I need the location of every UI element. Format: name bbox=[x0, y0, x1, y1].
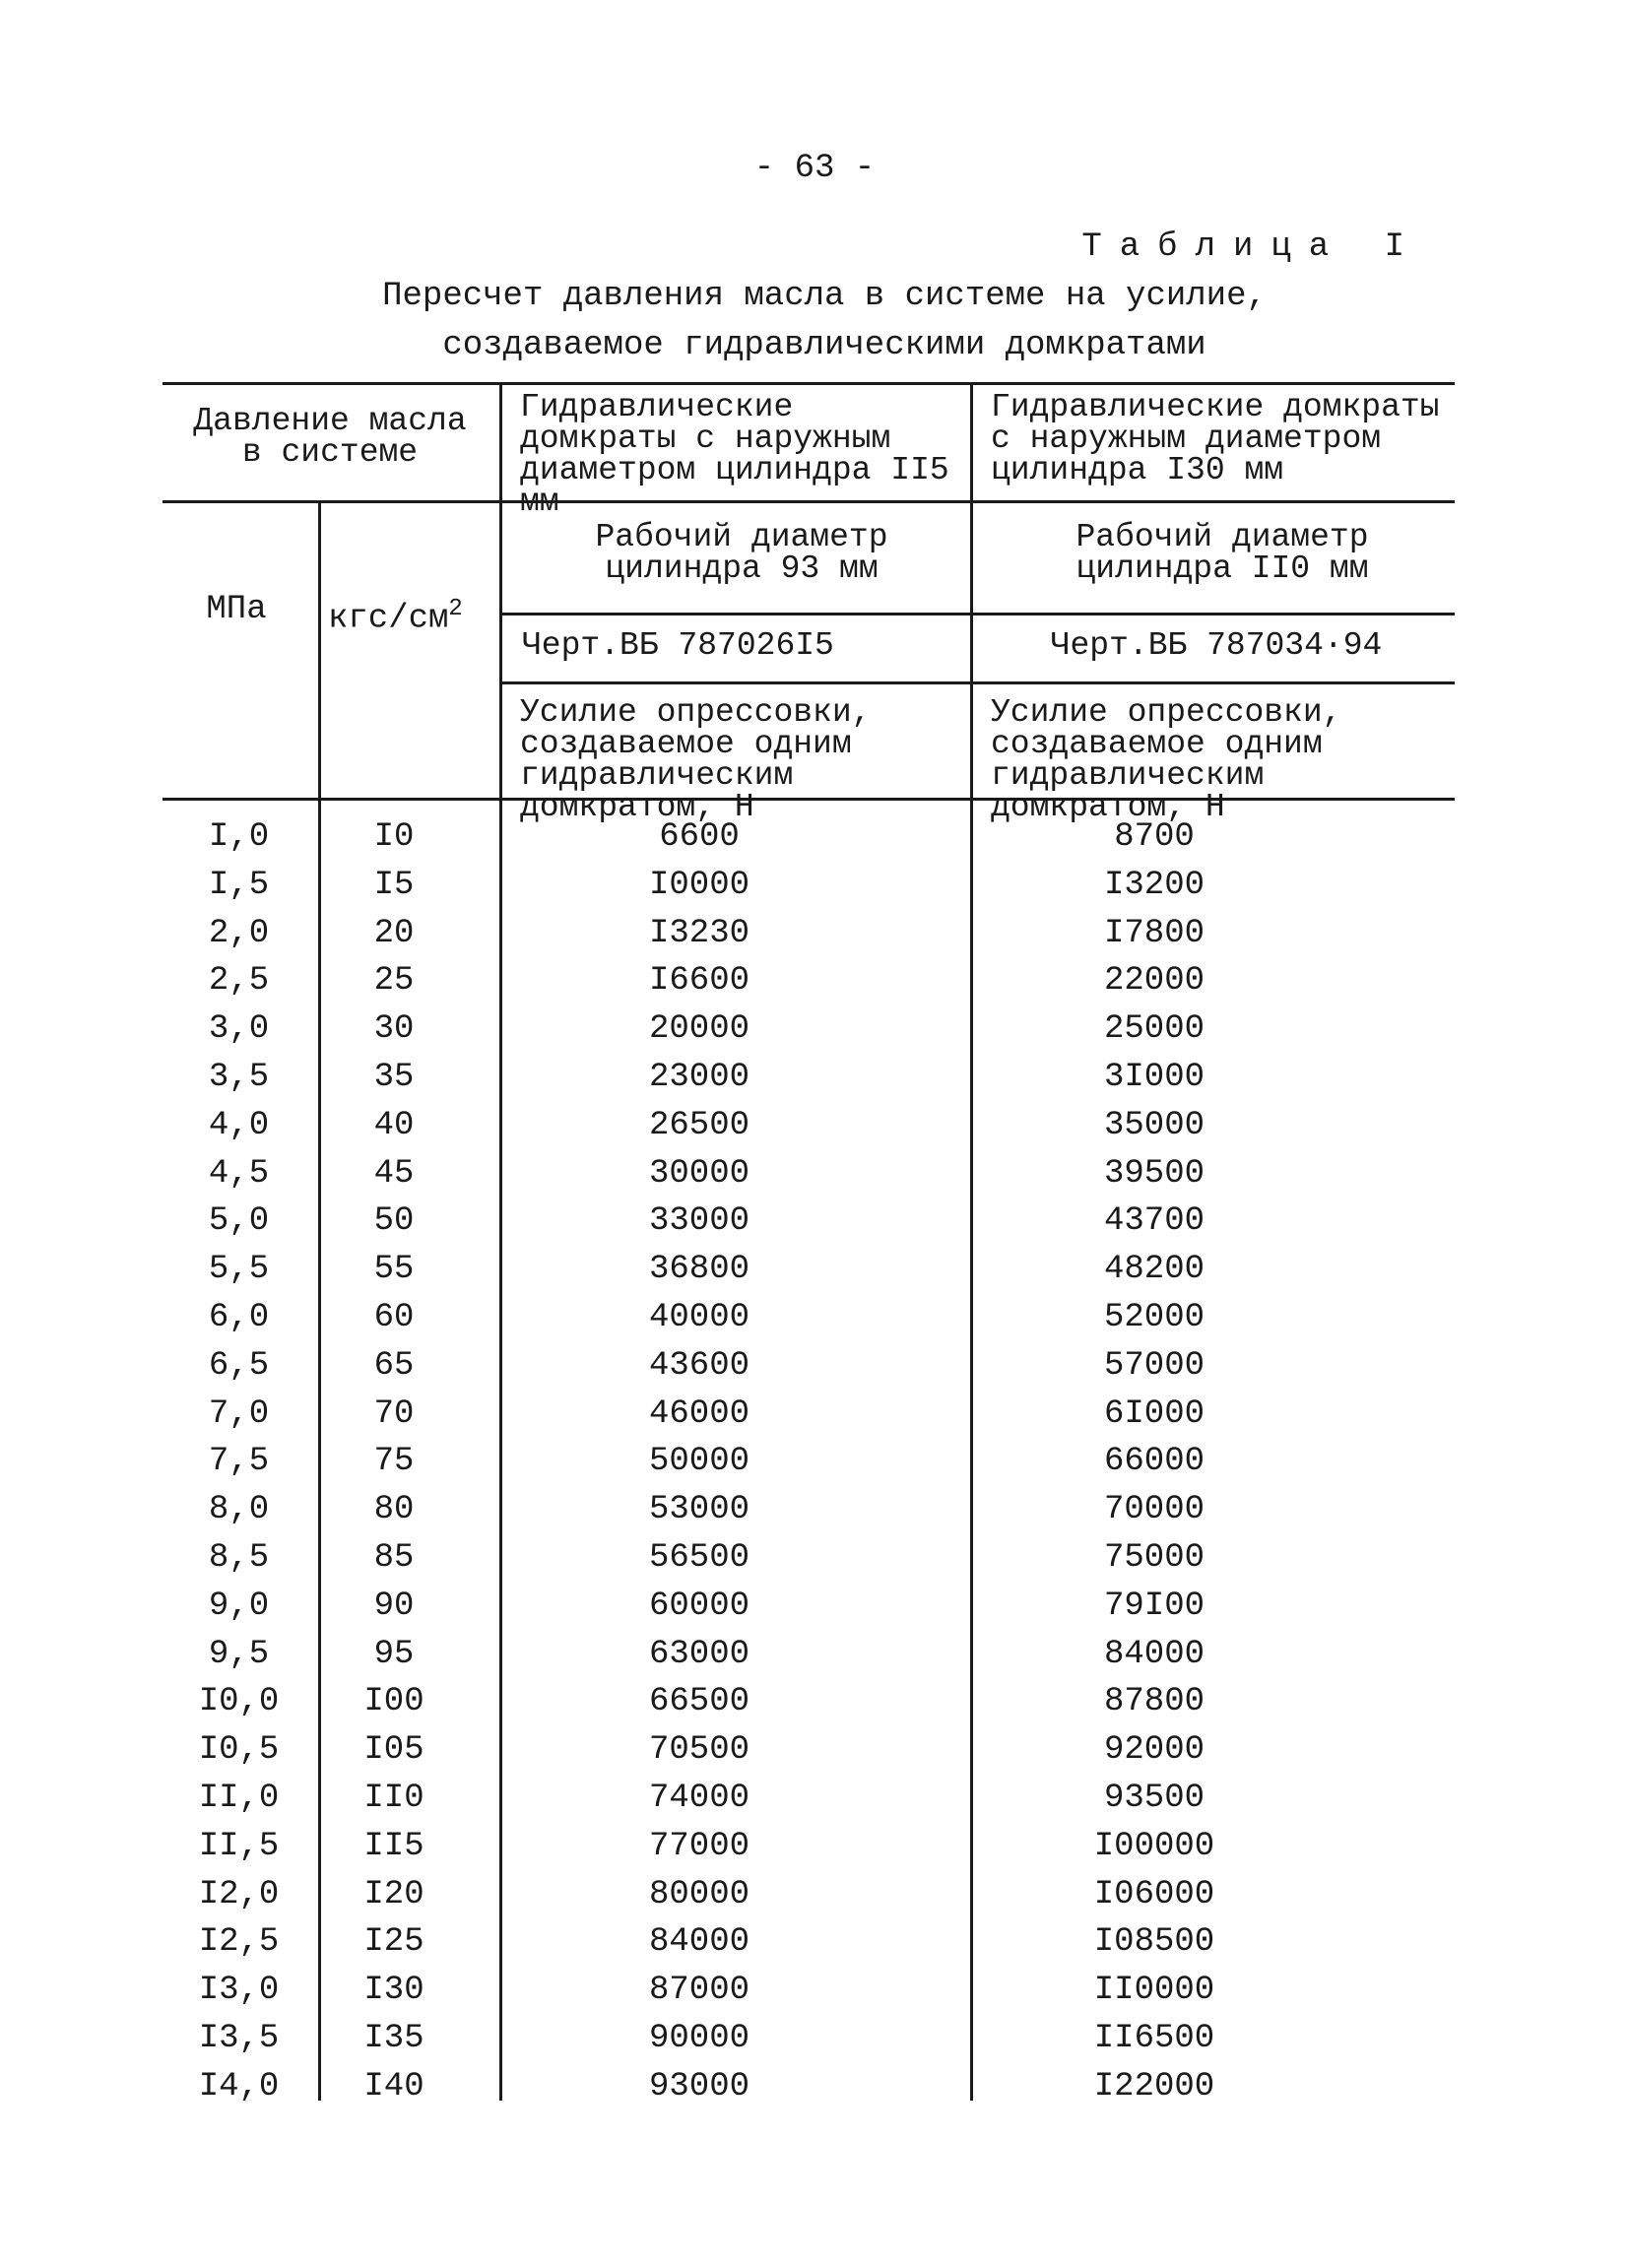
pressure-kgs-cell: I5 bbox=[373, 866, 415, 904]
header-rule-3 bbox=[499, 681, 1455, 684]
table-title-line-2: создаваемое гидравлическими домкратами bbox=[442, 327, 1206, 364]
pressure-mpa-cell: I4,0 bbox=[198, 2067, 280, 2106]
pressure-mpa-cell: 7,5 bbox=[208, 1443, 270, 1481]
force-jack-130-cell: I00000 bbox=[1093, 1827, 1215, 1865]
table-row bbox=[163, 2015, 1453, 2063]
pressure-kgs-cell: II5 bbox=[363, 1827, 424, 1865]
header-jack-130: Гидравлические домкраты с наружным диаметром цилиндра I30 мм bbox=[991, 389, 1440, 488]
header-force-2: Усилие опрессовки, создаваемое одним гидравлическим домкратом, Н bbox=[991, 694, 1342, 825]
pressure-mpa-cell: 7,0 bbox=[208, 1394, 270, 1433]
pressure-kgs-cell: 45 bbox=[373, 1154, 415, 1193]
force-jack-115-cell: 90000 bbox=[648, 2020, 750, 2057]
pressure-mpa-cell: 5,0 bbox=[208, 1202, 270, 1241]
force-jack-115-cell: 53000 bbox=[648, 1491, 750, 1529]
force-jack-115-cell: 6600 bbox=[659, 818, 740, 856]
pressure-kgs-cell: 55 bbox=[373, 1251, 415, 1289]
table-row bbox=[163, 1005, 1453, 1054]
force-jack-115-cell: 77000 bbox=[648, 1827, 750, 1865]
pressure-kgs-cell: 80 bbox=[373, 1491, 415, 1529]
header-rule-2 bbox=[499, 613, 1455, 616]
force-jack-130-cell: I22000 bbox=[1093, 2067, 1215, 2106]
table-row bbox=[163, 1583, 1453, 1631]
pressure-kgs-cell: II0 bbox=[363, 1780, 424, 1817]
pressure-kgs-cell: I30 bbox=[363, 1972, 424, 2010]
table-row bbox=[163, 1102, 1453, 1150]
force-jack-130-cell: I08500 bbox=[1093, 1923, 1215, 1962]
force-jack-115-cell: 70500 bbox=[648, 1731, 750, 1770]
force-jack-115-cell: 74000 bbox=[648, 1780, 750, 1817]
pressure-mpa-cell: 6,0 bbox=[208, 1299, 270, 1336]
force-jack-130-cell: 52000 bbox=[1103, 1299, 1205, 1336]
table-row bbox=[163, 1054, 1453, 1102]
pressure-mpa-cell: I0,0 bbox=[198, 1683, 280, 1721]
pressure-kgs-cell: 85 bbox=[373, 1539, 415, 1577]
force-jack-130-cell: I7800 bbox=[1103, 914, 1205, 952]
force-jack-115-cell: 60000 bbox=[648, 1587, 750, 1625]
table-row bbox=[163, 1871, 1453, 1919]
force-jack-130-cell: 84000 bbox=[1103, 1635, 1205, 1673]
force-jack-115-cell: 20000 bbox=[648, 1010, 750, 1049]
pressure-mpa-cell: 3,5 bbox=[208, 1059, 270, 1096]
table-row bbox=[163, 1775, 1453, 1823]
force-jack-115-cell: I6600 bbox=[648, 962, 750, 1001]
pressure-mpa-cell: 8,5 bbox=[208, 1539, 270, 1577]
unit-kgs-text: кгс/см bbox=[328, 600, 449, 638]
force-jack-115-cell: 50000 bbox=[648, 1443, 750, 1481]
force-jack-115-cell: 26500 bbox=[648, 1106, 750, 1144]
pressure-mpa-cell: 4,0 bbox=[208, 1106, 270, 1144]
header-diameter-110: Рабочий диаметр цилиндра II0 мм bbox=[1075, 519, 1369, 587]
force-jack-115-cell: 36800 bbox=[648, 1251, 750, 1289]
pressure-mpa-cell: I2,5 bbox=[198, 1923, 280, 1962]
force-jack-115-cell: 84000 bbox=[648, 1923, 750, 1962]
table-row bbox=[163, 1438, 1453, 1486]
force-jack-130-cell: 87800 bbox=[1103, 1683, 1205, 1721]
force-jack-130-cell: 35000 bbox=[1103, 1106, 1205, 1144]
pressure-mpa-cell: 9,5 bbox=[208, 1635, 270, 1673]
table-row bbox=[163, 1631, 1453, 1679]
pressure-kgs-cell: 90 bbox=[373, 1587, 415, 1625]
force-jack-130-cell: 70000 bbox=[1103, 1491, 1205, 1529]
pressure-mpa-cell: 8,0 bbox=[208, 1491, 270, 1529]
table-row bbox=[163, 862, 1453, 910]
force-jack-115-cell: 66500 bbox=[648, 1683, 750, 1721]
pressure-mpa-cell: 2,0 bbox=[208, 914, 270, 952]
force-jack-115-cell: 87000 bbox=[648, 1972, 750, 2010]
table-row bbox=[163, 1150, 1453, 1199]
pressure-kgs-cell: I0 bbox=[373, 818, 415, 856]
pressure-kgs-cell: 70 bbox=[373, 1394, 415, 1433]
pressure-mpa-cell: 5,5 bbox=[208, 1251, 270, 1289]
table-row bbox=[163, 1918, 1453, 1967]
force-jack-130-cell: II6500 bbox=[1093, 2020, 1215, 2057]
pressure-kgs-cell: 25 bbox=[373, 962, 415, 1001]
header-drawing-1: Черт.ВБ 787026I5 bbox=[522, 627, 834, 664]
pressure-kgs-cell: 40 bbox=[373, 1106, 415, 1144]
pressure-mpa-cell: I,0 bbox=[208, 818, 270, 856]
table-row bbox=[163, 910, 1453, 958]
force-jack-130-cell: 93500 bbox=[1103, 1780, 1205, 1817]
force-jack-115-cell: 56500 bbox=[648, 1539, 750, 1577]
header-drawing-2: Черт.ВБ 787034·94 bbox=[1050, 627, 1383, 664]
pressure-mpa-cell: II,5 bbox=[198, 1827, 280, 1865]
force-jack-130-cell: 6I000 bbox=[1103, 1394, 1205, 1433]
table-row bbox=[163, 1198, 1453, 1246]
pressure-mpa-cell: I3,0 bbox=[198, 1972, 280, 2010]
table-row bbox=[163, 1726, 1453, 1775]
table-top-rule bbox=[163, 382, 1455, 385]
force-jack-115-cell: 43600 bbox=[648, 1346, 750, 1385]
pressure-mpa-cell: 9,0 bbox=[208, 1587, 270, 1625]
force-jack-130-cell: 25000 bbox=[1103, 1010, 1205, 1049]
table-row bbox=[163, 2063, 1453, 2111]
force-jack-130-cell: 8700 bbox=[1114, 818, 1195, 856]
force-jack-130-cell: 79I00 bbox=[1103, 1587, 1205, 1625]
force-jack-130-cell: I06000 bbox=[1093, 1875, 1215, 1913]
table-row bbox=[163, 813, 1453, 862]
page-number: - 63 - bbox=[753, 150, 876, 187]
pressure-kgs-cell: I35 bbox=[363, 2020, 424, 2057]
force-jack-130-cell: 3I000 bbox=[1103, 1059, 1205, 1096]
pressure-mpa-cell: 4,5 bbox=[208, 1154, 270, 1193]
pressure-mpa-cell: I,5 bbox=[208, 866, 270, 904]
pressure-kgs-cell: I40 bbox=[363, 2067, 424, 2106]
pressure-mpa-cell: II,0 bbox=[198, 1780, 280, 1817]
pressure-kgs-cell: I20 bbox=[363, 1875, 424, 1913]
pressure-kgs-cell: 30 bbox=[373, 1010, 415, 1049]
force-jack-130-cell: II0000 bbox=[1093, 1972, 1215, 2010]
force-jack-115-cell: 80000 bbox=[648, 1875, 750, 1913]
force-jack-130-cell: 57000 bbox=[1103, 1346, 1205, 1385]
table-row bbox=[163, 1486, 1453, 1534]
pressure-kgs-cell: 65 bbox=[373, 1346, 415, 1385]
force-jack-130-cell: 39500 bbox=[1103, 1154, 1205, 1193]
pressure-mpa-cell: I0,5 bbox=[198, 1731, 280, 1770]
table-row bbox=[163, 1294, 1453, 1342]
table-label: Таблица I bbox=[1081, 228, 1422, 266]
table-row bbox=[163, 957, 1453, 1005]
header-unit-mpa: МПа bbox=[206, 591, 267, 628]
force-jack-115-cell: 33000 bbox=[648, 1202, 750, 1241]
header-force-1: Усилие опрессовки, создаваемое одним гидравлическим домкратом, Н bbox=[520, 694, 872, 825]
pressure-mpa-cell: I2,0 bbox=[198, 1875, 280, 1913]
force-jack-130-cell: 22000 bbox=[1103, 962, 1205, 1001]
force-jack-115-cell: 23000 bbox=[648, 1059, 750, 1096]
force-jack-115-cell: I3230 bbox=[648, 914, 750, 952]
force-jack-130-cell: 48200 bbox=[1103, 1251, 1205, 1289]
force-jack-115-cell: 63000 bbox=[648, 1635, 750, 1673]
table-row bbox=[163, 1246, 1453, 1294]
force-jack-130-cell: 75000 bbox=[1103, 1539, 1205, 1577]
table-row bbox=[163, 1342, 1453, 1391]
pressure-kgs-cell: 50 bbox=[373, 1202, 415, 1241]
pressure-kgs-cell: 20 bbox=[373, 914, 415, 952]
unit-kgs-superscript: 2 bbox=[448, 596, 463, 622]
table-row bbox=[163, 1823, 1453, 1871]
force-jack-130-cell: 92000 bbox=[1103, 1731, 1205, 1770]
pressure-kgs-cell: 75 bbox=[373, 1443, 415, 1481]
header-pressure: Давление масла в системе bbox=[193, 403, 467, 471]
force-jack-115-cell: I0000 bbox=[648, 866, 750, 904]
force-jack-115-cell: 93000 bbox=[648, 2067, 750, 2106]
force-jack-115-cell: 46000 bbox=[648, 1394, 750, 1433]
pressure-kgs-cell: 95 bbox=[373, 1635, 415, 1673]
table-title-line-1: Пересчет давления масла в системе на усилие, bbox=[382, 278, 1267, 315]
force-jack-130-cell: 43700 bbox=[1103, 1202, 1205, 1241]
force-jack-130-cell: 66000 bbox=[1103, 1443, 1205, 1481]
table-row bbox=[163, 1967, 1453, 2015]
table-row bbox=[163, 1391, 1453, 1439]
force-jack-130-cell: I3200 bbox=[1103, 866, 1205, 904]
pressure-kgs-cell: 35 bbox=[373, 1059, 415, 1096]
header-unit-kgs bbox=[328, 594, 495, 638]
header-diameter-93: Рабочий диаметр цилиндра 93 мм bbox=[595, 519, 888, 587]
table-row bbox=[163, 1678, 1453, 1726]
pressure-kgs-cell: I05 bbox=[363, 1731, 424, 1770]
pressure-mpa-cell: I3,5 bbox=[198, 2020, 280, 2057]
header-jack-115: Гидравлические домкраты с наружным диаметром цилиндра II5 мм bbox=[520, 389, 949, 520]
pressure-kgs-cell: 60 bbox=[373, 1299, 415, 1336]
pressure-mpa-cell: 2,5 bbox=[208, 962, 270, 1001]
pressure-mpa-cell: 6,5 bbox=[208, 1346, 270, 1385]
pressure-kgs-cell: I00 bbox=[363, 1683, 424, 1721]
pressure-mpa-cell: 3,0 bbox=[208, 1010, 270, 1049]
table-row bbox=[163, 1534, 1453, 1583]
force-jack-115-cell: 30000 bbox=[648, 1154, 750, 1193]
force-jack-115-cell: 40000 bbox=[648, 1299, 750, 1336]
pressure-kgs-cell: I25 bbox=[363, 1923, 424, 1962]
